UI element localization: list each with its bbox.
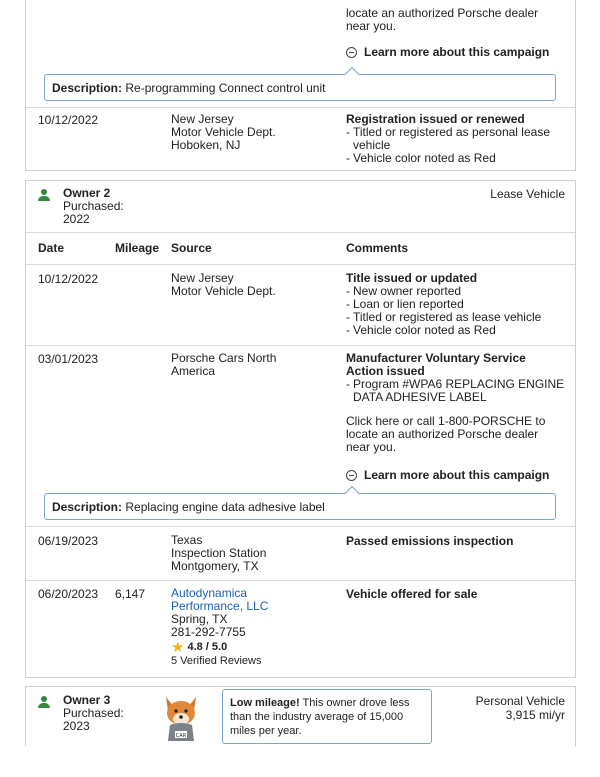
callout-line: near you. [346,440,397,454]
column-header-mileage: Mileage [115,241,160,255]
campaign-callout-text[interactable] [346,7,538,33]
record-comments [346,272,568,337]
source-line: Motor Vehicle Dept. [171,284,276,298]
low-mileage-text: than the industry average of 15,000 [230,711,404,723]
owner3-history-card [25,686,576,746]
low-mileage-text: This owner drove less [299,697,410,709]
person-icon [38,696,50,708]
dealer-link[interactable]: Autodynamica [171,586,248,600]
comment-title: Action issued [346,364,425,378]
record-mileage: 6,147 [115,587,146,601]
description-text: Re-programming Connect control unit [125,81,326,95]
description-text: Replacing engine data adhesive label [125,500,325,514]
record-source [171,113,276,152]
miles-per-year: 3,915 mi/yr [505,708,565,722]
comment-item: - New owner reported [346,285,568,298]
rating-value: 4.8 / 5.0 [187,641,228,653]
record-date: 06/20/2023 [38,587,99,601]
owner3-header [63,694,124,733]
comment-item-text: Program #WPA6 REPLACING ENGINE [353,377,565,391]
source-line: Montgomery, TX [171,559,259,573]
divider [26,526,575,527]
record-date: 10/12/2022 [38,113,99,127]
box-caret [345,486,359,500]
learn-more-campaign-link[interactable] [346,45,549,59]
source-line: Spring, TX [171,612,228,626]
comment-title: Title issued or updated [346,271,478,285]
owner-title: Owner 2 [63,186,111,200]
person-icon [38,189,50,201]
record-comments [346,352,571,454]
learn-more-label: Learn more about this campaign [364,45,550,59]
record-source [171,272,276,298]
record-date: 10/12/2022 [38,272,99,286]
owner2-header [63,187,124,226]
column-header-date: Date [38,241,65,255]
callout-line: Click here or call 1-800-PORSCHE to [346,414,546,428]
campaign-callout-text[interactable] [346,415,571,454]
owner3-usage [476,694,565,722]
comment-title: Manufacturer Voluntary Service [346,351,526,365]
record-source [171,352,276,378]
comment-list [346,285,568,337]
comment-item: - Vehicle color noted as Red [346,152,568,165]
divider [26,264,575,265]
campaign-description-box [44,74,556,101]
carfax-fox-mascot-icon [160,693,202,741]
purchased-label: Purchased: [63,199,124,213]
purchased-year: 2023 [63,719,90,733]
record-source [171,534,266,573]
low-mileage-callout [222,689,432,744]
column-header-comments: Comments [346,241,409,255]
comment-item-continued: DATA ADHESIVE LABEL [353,390,487,404]
purchased-year: 2022 [63,212,90,226]
collapse-circle-icon [346,47,357,58]
source-line: Motor Vehicle Dept. [171,125,276,139]
dealer-phone[interactable]: 281-292-7755 [171,625,246,639]
column-header-source: Source [171,241,212,255]
callout-line: near you. [346,19,397,33]
comment-item: - Titled or registered as personal lease vehicle [346,126,568,152]
source-line: Porsche Cars North [171,351,277,365]
low-mileage-text: miles per year. [230,725,302,737]
vehicle-use-type: Lease Vehicle [490,187,565,201]
divider [26,345,575,346]
description-label: Description: [52,500,123,514]
record-comments [346,113,568,165]
owner-title: Owner 3 [63,693,111,707]
comment-title: Registration issued or renewed [346,112,525,126]
comment-item: - Vehicle color noted as Red [346,324,568,337]
comment-item: - Titled or registered as lease vehicle [346,311,568,324]
vehicle-use-type: Personal Vehicle [475,694,565,708]
purchased-label: Purchased: [63,706,124,720]
source-line: Texas [171,533,203,547]
callout-line: locate an authorized Porsche dealer [346,427,539,441]
divider [26,107,575,108]
source-line: New Jersey [171,112,234,126]
divider [26,580,575,581]
owner2-history-card [25,180,576,678]
divider [26,232,575,233]
learn-more-campaign-link[interactable] [346,468,549,482]
dealer-rating [171,641,268,654]
source-line: Hoboken, NJ [171,138,241,152]
star-icon: ★ [171,639,185,656]
source-line: Inspection Station [171,546,267,560]
comment-list [346,126,568,165]
comment-item: - Program #WPA6 REPLACING ENGINE [346,377,565,391]
box-caret [345,67,359,81]
collapse-circle-icon [346,470,357,481]
comment-title: Vehicle offered for sale [346,587,478,601]
record-date: 06/19/2023 [38,534,99,548]
source-line: New Jersey [171,271,234,285]
description-label: Description: [52,81,123,95]
comment-title: Passed emissions inspection [346,534,514,548]
source-line: America [171,364,216,378]
record-date: 03/01/2023 [38,352,99,366]
callout-line: locate an authorized Porsche dealer [346,6,539,20]
svg-text:CAR: CAR [175,733,187,739]
owner1-history-card [25,0,576,171]
learn-more-label: Learn more about this campaign [364,468,550,482]
low-mileage-title: Low mileage! [230,697,300,709]
dealer-link[interactable]: Performance, LLC [171,599,269,613]
record-source [171,587,268,668]
comment-item: - Loan or lien reported [346,298,568,311]
campaign-description-box [44,493,556,520]
reviews-link[interactable]: 5 Verified Reviews [171,655,262,667]
